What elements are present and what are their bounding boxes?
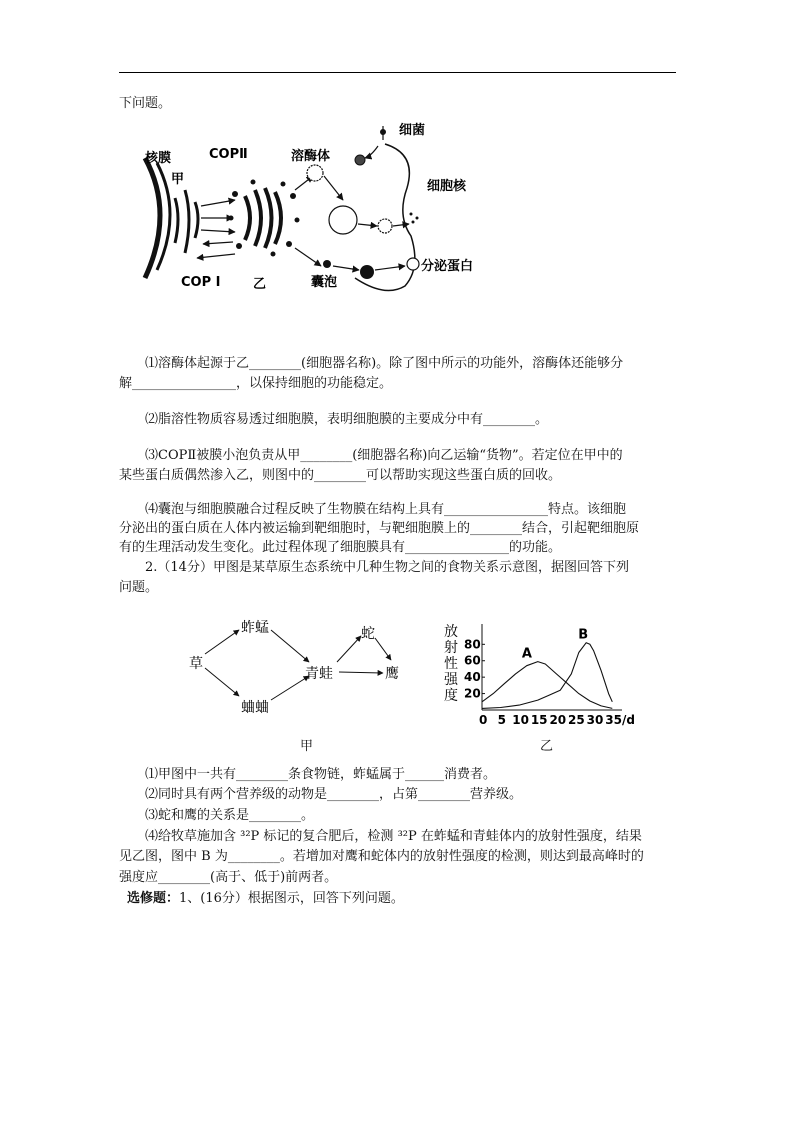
series-line-a [482, 662, 612, 709]
y-tick-label: 80 [464, 637, 481, 652]
label-jia: 甲 [171, 172, 185, 187]
label-cell-nucleus: 细胞核 [427, 179, 467, 194]
golgi-apparatus [245, 188, 281, 248]
y-tick-label: 60 [464, 653, 481, 668]
label-cop2: COPⅡ [209, 147, 248, 162]
q2-intro-line1: 2.（14分）甲图是某草原生态系统中几种生物之间的食物关系示意图，据图回答下列 [145, 560, 629, 575]
node-frog: 青蛙 [305, 666, 333, 682]
q1-p3-line1: ⑶COPⅡ被膜小泡负责从甲________(细胞器名称)向乙运输“货物”。若定位在甲中的 [145, 448, 623, 463]
node-snake: 蛇 [361, 626, 375, 642]
arrow-cricket-frog [271, 676, 309, 700]
elective-text: 1、(16分）根据图示，回答下列问题。 [179, 891, 404, 906]
series-label-a: A [521, 646, 532, 662]
cell-secretion-diagram [135, 118, 505, 303]
q2-s3: ⑶蛇和鹰的关系是________。 [145, 808, 315, 823]
x-tick-label: 15 [530, 713, 548, 727]
arrow-grass-grasshopper [205, 630, 239, 654]
foodweb-caption: 甲 [300, 739, 314, 754]
top-fragment: 下问题。 [119, 96, 172, 111]
arrow-grass-cricket [205, 668, 239, 696]
q1-p2: ⑵脂溶性物质容易透过细胞膜，表明细胞膜的主要成分中有________。 [145, 412, 549, 427]
x-tick-label: 30 [586, 713, 604, 727]
chart-axes [482, 624, 622, 710]
y-tick-label: 20 [464, 686, 481, 701]
transport-vesicle [323, 260, 331, 268]
ylabel-char: 射 [444, 640, 458, 656]
label-yi: 乙 [253, 277, 267, 292]
arrow-frog-hawk [339, 672, 383, 673]
x-tick-label: 35/d [605, 713, 635, 727]
x-tick-label: 0 [479, 713, 488, 727]
q2-s2: ⑵同时具有两个营养级的动物是________，占第________营养级。 [145, 787, 523, 802]
chart-ylabel [444, 624, 459, 704]
chart-caption: 乙 [540, 739, 554, 754]
x-tick-label: 5 [497, 713, 506, 727]
q2-s4-line2: 见乙图，图中 B 为________。若增加对鹰和蛇体内的放射性强度的检测，则达到最高峰时的 [119, 849, 644, 864]
endoplasmic-reticulum [175, 190, 198, 253]
elective-label: 选修题： [127, 891, 180, 906]
q1-p4-line1: ⑷囊泡与细胞膜融合过程反映了生物膜在结构上具有________________特点。该细胞 [145, 502, 627, 517]
q1-p1-line2: 解________________，以保持细胞的功能稳定。 [119, 376, 393, 391]
ylabel-char: 强 [444, 672, 458, 688]
elective [127, 889, 404, 909]
ylabel-char: 度 [444, 688, 458, 704]
node-grass: 草 [189, 656, 203, 672]
x-tick-label: 20 [549, 713, 567, 727]
x-tick-label: 10 [512, 713, 529, 727]
q2-intro-line2: 问题。 [119, 580, 159, 595]
q2-s1: ⑴甲图中一共有________条食物链，蚱蜢属于______消费者。 [145, 767, 497, 782]
q1-p4-line2: 分泌出的蛋白质在人体内被运输到靶细胞时，与靶细胞膜上的________结合，引起靶细胞原 [119, 521, 640, 536]
node-hawk: 鹰 [385, 666, 399, 682]
series-label-b: B [578, 627, 589, 643]
nuclear-membrane [145, 158, 160, 278]
label-secreted-protein: 分泌蛋白 [421, 259, 474, 274]
secretory-vesicle [360, 265, 374, 279]
bacterium [355, 155, 365, 165]
digestive-vesicle [329, 206, 357, 234]
q1-p1-line1: ⑴溶酶体起源于乙________(细胞器名称)。除了图中所示的功能外，溶酶体还能够分 [145, 356, 624, 371]
golgi-vesicles [229, 180, 300, 257]
series-line-b [482, 643, 612, 709]
x-tick-label: 25 [568, 713, 585, 727]
arrow-frog-snake [337, 636, 361, 662]
q2-s4-line3: 强度应________(高于、低于)前两者。 [119, 870, 338, 885]
header-rule [119, 72, 676, 73]
food-web-diagram [185, 612, 415, 722]
y-tick-label: 40 [464, 670, 481, 685]
arrow-snake-hawk [375, 638, 391, 660]
label-cop1: COP I [181, 275, 221, 290]
label-lysosome: 溶酶体 [291, 149, 331, 164]
q2-s4-line1: ⑷给牧草施加含 ³²P 标记的复合肥后，检测 ³²P 在蚱蜢和青蛙体内的放射性强度，结果 [145, 829, 642, 844]
label-vesicle: 囊泡 [311, 275, 338, 290]
lysosome [307, 165, 323, 181]
label-bacteria: 细菌 [399, 123, 426, 138]
arrow-grasshopper-frog [271, 630, 309, 662]
node-grasshopper: 蚱蜢 [241, 620, 269, 636]
ylabel-char: 放 [444, 624, 458, 640]
label-nuclear-membrane: 核膜 [145, 151, 172, 166]
radioactivity-chart [440, 618, 640, 730]
node-cricket: 蛐蛐 [241, 700, 269, 716]
q1-p3-line2: 某些蛋白质偶然渗入乙，则图中的________可以帮助实现这些蛋白质的回收。 [119, 468, 562, 483]
q1-p4-line3: 有的生理活动发生变化。此过程体现了细胞膜具有________________的功能。 [119, 540, 562, 555]
ylabel-char: 性 [444, 656, 458, 672]
